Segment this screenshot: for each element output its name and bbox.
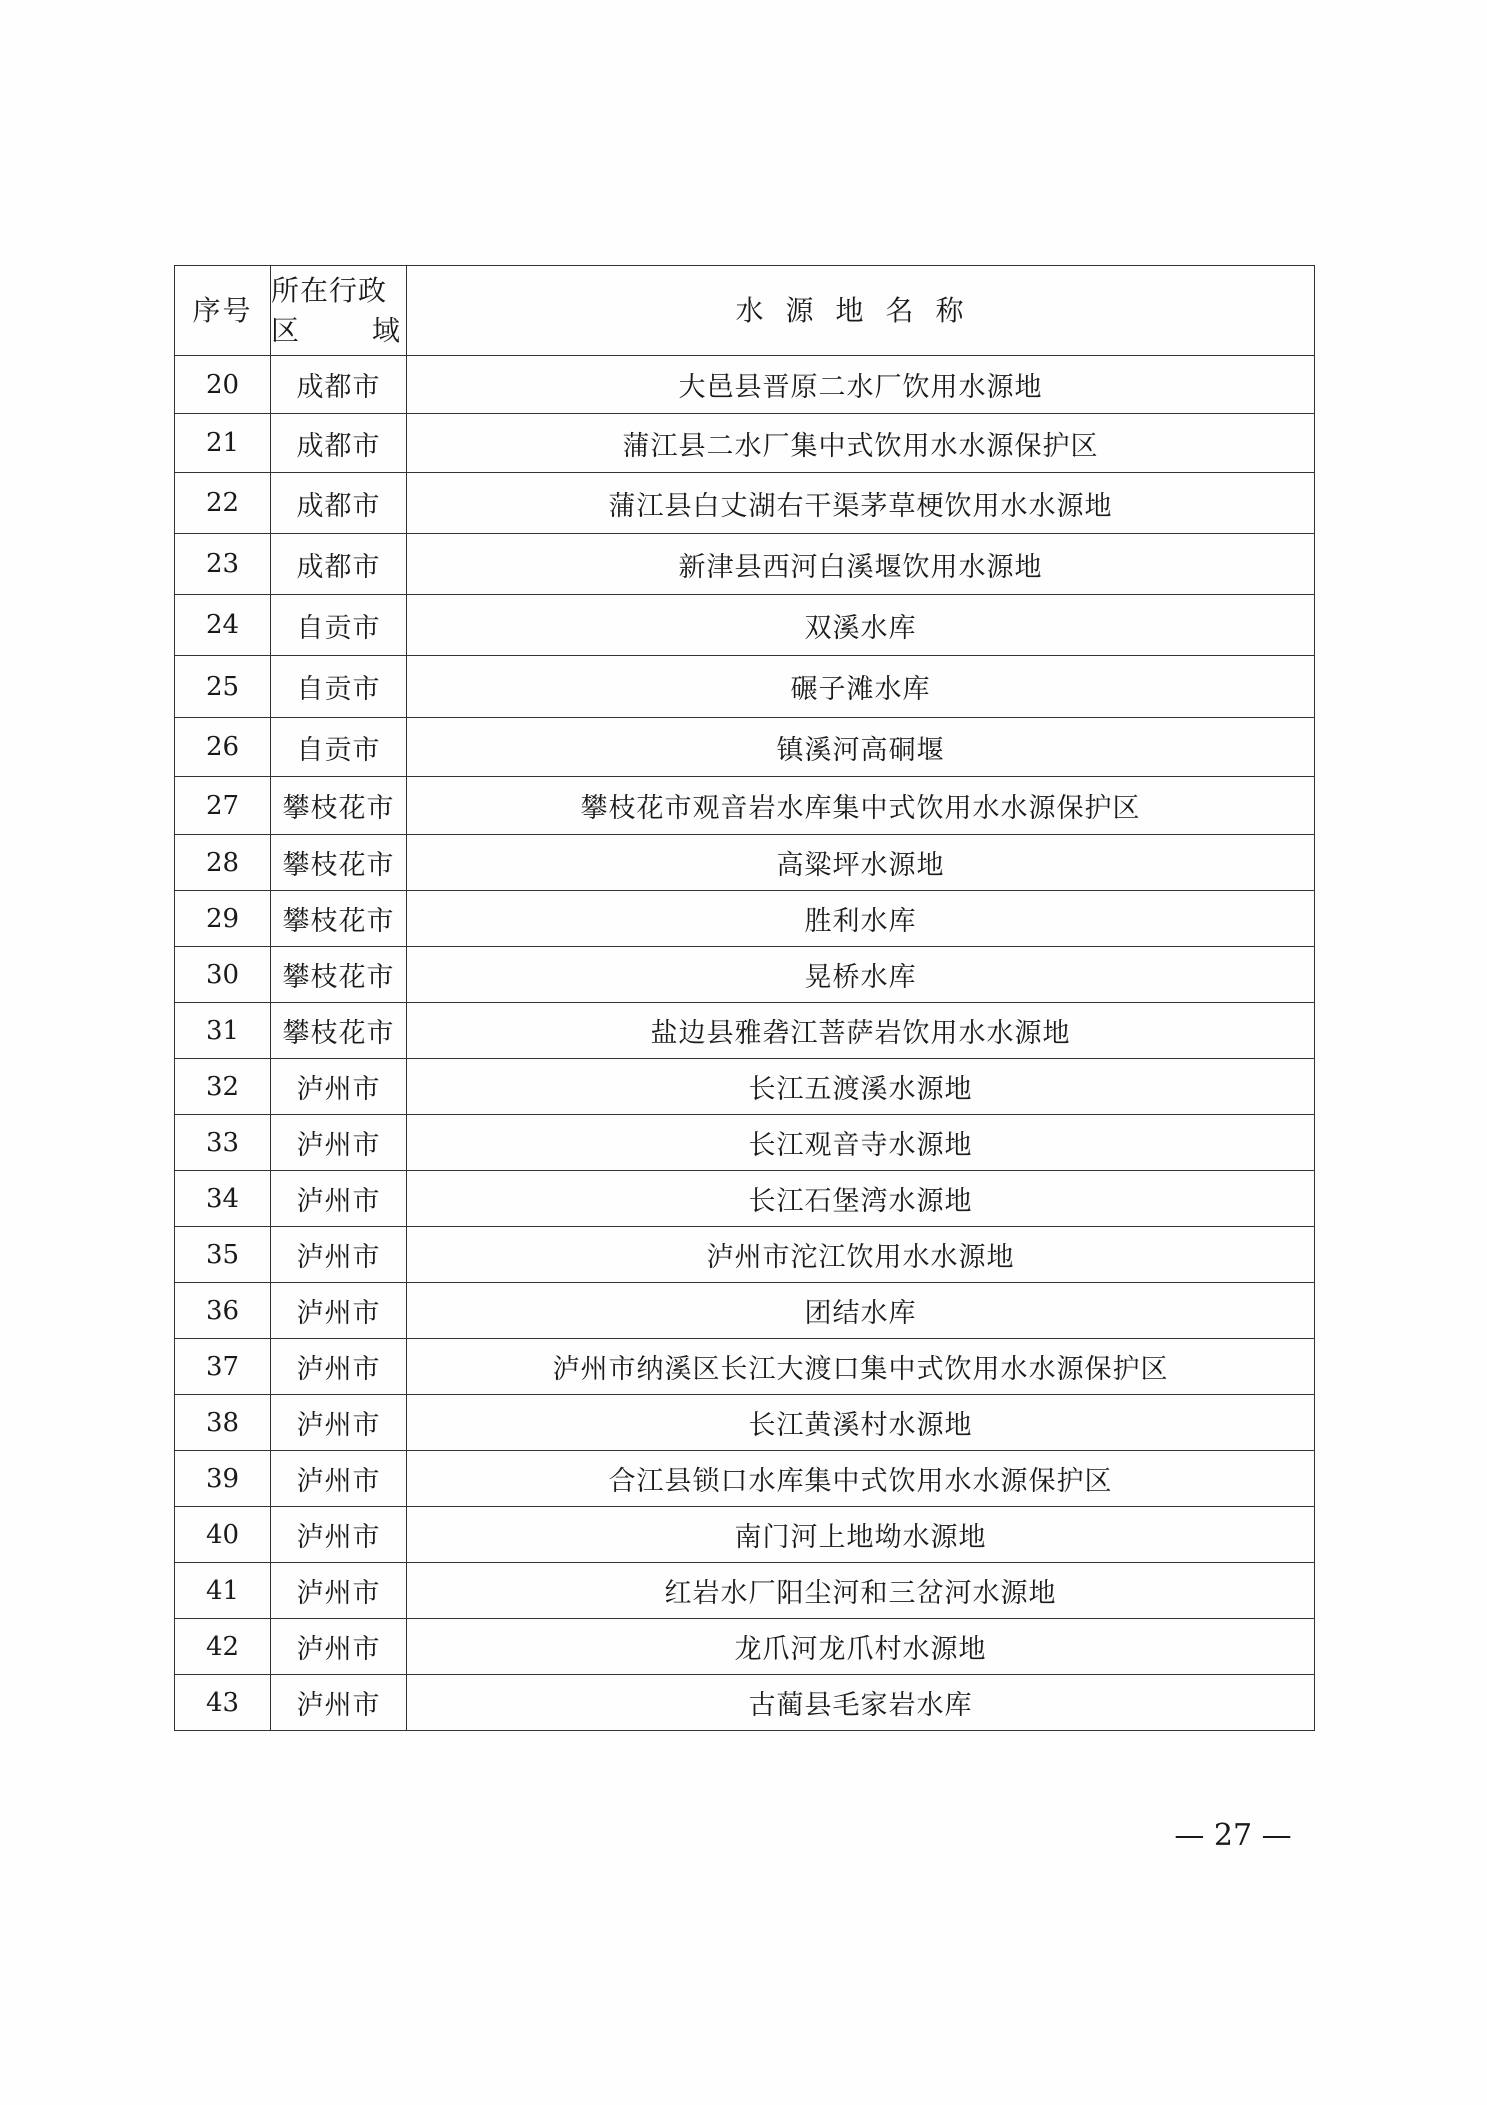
cell-water-source-name: 长江五渡溪水源地 xyxy=(407,1059,1315,1115)
cell-serial-number: 36 xyxy=(175,1283,271,1339)
table-row xyxy=(175,534,1315,595)
cell-water-source-name: 南门河上地坳水源地 xyxy=(407,1507,1315,1563)
table-row xyxy=(175,1059,1315,1115)
cell-water-source-name: 古蔺县毛家岩水库 xyxy=(407,1675,1315,1731)
cell-serial-number: 40 xyxy=(175,1507,271,1563)
cell-serial-number: 26 xyxy=(175,718,271,777)
table-row xyxy=(175,595,1315,656)
table-row xyxy=(175,1171,1315,1227)
header-water-source-name: 水源地名称 xyxy=(407,266,1315,356)
cell-region: 成都市 xyxy=(271,414,407,473)
cell-water-source-name: 泸州市沱江饮用水水源地 xyxy=(407,1227,1315,1283)
cell-region: 泸州市 xyxy=(271,1563,407,1619)
cell-water-source-name: 胜利水库 xyxy=(407,891,1315,947)
cell-region: 泸州市 xyxy=(271,1115,407,1171)
cell-region: 攀枝花市 xyxy=(271,1003,407,1059)
cell-water-source-name: 碾子滩水库 xyxy=(407,656,1315,718)
table-row xyxy=(175,1451,1315,1507)
header-region-char-a: 区 xyxy=(271,313,300,347)
cell-serial-number: 43 xyxy=(175,1675,271,1731)
cell-serial-number: 34 xyxy=(175,1171,271,1227)
page-number: — 27 — xyxy=(1174,1818,1292,1853)
table-row xyxy=(175,414,1315,473)
table-row xyxy=(175,1619,1315,1675)
cell-region: 泸州市 xyxy=(271,1171,407,1227)
cell-water-source-name: 长江观音寺水源地 xyxy=(407,1115,1315,1171)
table-row xyxy=(175,1675,1315,1731)
table-header-row xyxy=(175,266,1315,356)
cell-serial-number: 20 xyxy=(175,356,271,414)
cell-serial-number: 38 xyxy=(175,1395,271,1451)
cell-serial-number: 30 xyxy=(175,947,271,1003)
water-source-table xyxy=(174,265,1315,1731)
table-row xyxy=(175,947,1315,1003)
cell-serial-number: 23 xyxy=(175,534,271,595)
table-row xyxy=(175,1227,1315,1283)
cell-water-source-name: 晃桥水库 xyxy=(407,947,1315,1003)
cell-region: 泸州市 xyxy=(271,1059,407,1115)
header-region-char-b: 域 xyxy=(371,313,400,347)
cell-water-source-name: 镇溪河高硐堰 xyxy=(407,718,1315,777)
table-row xyxy=(175,1507,1315,1563)
cell-region: 攀枝花市 xyxy=(271,947,407,1003)
cell-water-source-name: 盐边县雅砻江菩萨岩饮用水水源地 xyxy=(407,1003,1315,1059)
table-row xyxy=(175,1003,1315,1059)
cell-water-source-name: 高粱坪水源地 xyxy=(407,835,1315,891)
cell-serial-number: 22 xyxy=(175,473,271,534)
table-row xyxy=(175,777,1315,835)
cell-region: 成都市 xyxy=(271,534,407,595)
table-row xyxy=(175,1283,1315,1339)
cell-water-source-name: 长江黄溪村水源地 xyxy=(407,1395,1315,1451)
cell-region: 泸州市 xyxy=(271,1395,407,1451)
cell-water-source-name: 龙爪河龙爪村水源地 xyxy=(407,1619,1315,1675)
cell-serial-number: 31 xyxy=(175,1003,271,1059)
cell-water-source-name: 泸州市纳溪区长江大渡口集中式饮用水水源保护区 xyxy=(407,1339,1315,1395)
cell-water-source-name: 团结水库 xyxy=(407,1283,1315,1339)
cell-water-source-name: 蒲江县白丈湖右干渠茅草梗饮用水水源地 xyxy=(407,473,1315,534)
header-serial-number: 序号 xyxy=(175,266,271,356)
cell-region: 泸州市 xyxy=(271,1451,407,1507)
cell-region: 自贡市 xyxy=(271,656,407,718)
cell-region: 自贡市 xyxy=(271,718,407,777)
cell-serial-number: 37 xyxy=(175,1339,271,1395)
cell-region: 攀枝花市 xyxy=(271,835,407,891)
header-region-line2 xyxy=(271,311,406,351)
header-region-line1: 所在行政 xyxy=(271,273,388,307)
table-row xyxy=(175,1115,1315,1171)
cell-serial-number: 41 xyxy=(175,1563,271,1619)
cell-region: 泸州市 xyxy=(271,1619,407,1675)
cell-water-source-name: 双溪水库 xyxy=(407,595,1315,656)
cell-region: 泸州市 xyxy=(271,1339,407,1395)
table-row xyxy=(175,1395,1315,1451)
cell-serial-number: 29 xyxy=(175,891,271,947)
cell-region: 自贡市 xyxy=(271,595,407,656)
table-row xyxy=(175,1563,1315,1619)
table-row xyxy=(175,1339,1315,1395)
cell-serial-number: 35 xyxy=(175,1227,271,1283)
cell-water-source-name: 蒲江县二水厂集中式饮用水水源保护区 xyxy=(407,414,1315,473)
table-row xyxy=(175,473,1315,534)
cell-serial-number: 27 xyxy=(175,777,271,835)
table-row xyxy=(175,356,1315,414)
cell-region: 成都市 xyxy=(271,356,407,414)
cell-serial-number: 33 xyxy=(175,1115,271,1171)
cell-region: 攀枝花市 xyxy=(271,891,407,947)
header-administrative-region xyxy=(271,266,407,356)
cell-region: 攀枝花市 xyxy=(271,777,407,835)
cell-serial-number: 25 xyxy=(175,656,271,718)
cell-serial-number: 39 xyxy=(175,1451,271,1507)
cell-serial-number: 24 xyxy=(175,595,271,656)
cell-water-source-name: 合江县锁口水库集中式饮用水水源保护区 xyxy=(407,1451,1315,1507)
table-row xyxy=(175,656,1315,718)
table-row xyxy=(175,891,1315,947)
cell-serial-number: 42 xyxy=(175,1619,271,1675)
cell-serial-number: 32 xyxy=(175,1059,271,1115)
cell-water-source-name: 长江石堡湾水源地 xyxy=(407,1171,1315,1227)
cell-region: 泸州市 xyxy=(271,1507,407,1563)
cell-region: 泸州市 xyxy=(271,1227,407,1283)
cell-region: 成都市 xyxy=(271,473,407,534)
cell-water-source-name: 红岩水厂阳尘河和三岔河水源地 xyxy=(407,1563,1315,1619)
cell-water-source-name: 大邑县晋原二水厂饮用水源地 xyxy=(407,356,1315,414)
table-row xyxy=(175,718,1315,777)
cell-region: 泸州市 xyxy=(271,1675,407,1731)
cell-region: 泸州市 xyxy=(271,1283,407,1339)
table-body xyxy=(175,356,1315,1731)
cell-water-source-name: 新津县西河白溪堰饮用水源地 xyxy=(407,534,1315,595)
cell-serial-number: 28 xyxy=(175,835,271,891)
cell-water-source-name: 攀枝花市观音岩水库集中式饮用水水源保护区 xyxy=(407,777,1315,835)
cell-serial-number: 21 xyxy=(175,414,271,473)
table-row xyxy=(175,835,1315,891)
